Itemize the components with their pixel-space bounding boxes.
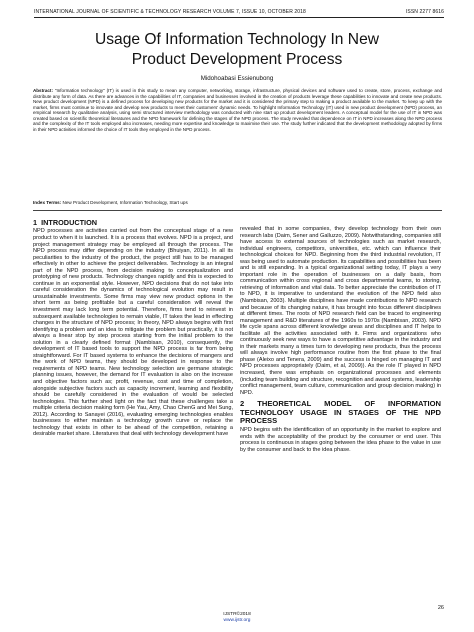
footer-url[interactable]: www.ijstr.org <box>223 618 251 623</box>
title-line-2: Product Development Process <box>131 51 343 68</box>
page-number: 26 <box>437 605 444 611</box>
right-column <box>240 226 441 456</box>
left-column <box>33 219 233 441</box>
index-terms <box>33 200 442 206</box>
page-footer <box>0 612 474 624</box>
title-line-1: Usage Of Information Technology In New <box>94 31 379 48</box>
abstract <box>33 88 442 132</box>
section-2-text: NPD begins with the identification of an opportunity in the market to explore and ends with the acceptability of the product by the consumer or end user. This process is continuous in stages going between the idea phase to the value in use by the consumer and back to the idea phase. <box>240 427 441 453</box>
header-rule <box>34 17 444 18</box>
journal-header <box>34 7 444 17</box>
journal-header-left: INTERNATIONAL JOURNAL OF SCIENTIFIC & TECHNOLOGY RESEARCH VOLUME 7, ISSUE 10, OCTOBER 2018 <box>34 9 306 15</box>
right-column-text: revealed that in some companies, they develop technology from their own research labs (Daim, Sener and Galluzzo, 2009). Notwithstanding, companies still have access to external sources of technologies such as market research, individual engineers, competitors, universities, etc. which can influence their technological choices for NPD. Beginning from the third industrial revolution, IT was being used to automate production. Its capabilities and possibilities has been and is still expanding. In a typical organizational setting today, IT plays a very important role in the operation of businesses on a daily basis, from communication within cross regional and cross departmental teams, to storing, retrieving of information and vital data. To better appreciate the contribution of IT to NPD, it is imperative to understand the evolution of the NPD field also (Nambisan, 2003). Multiple disciplines have made contributions to NPD research and because of its changing nature, it has brought into focus different disciplines at different times. The roots of NPD research field can be traced to engineering management and R&D literatures of the 1960s to 1970s (Nambisan, 2003). NPD life cycle spans across different knowledge areas and disciplines and IT helps to facilitate all the activities associated with it. Firms and organizations who continuously seek new ways to have a competitive advantage in the industry and in their markets many a times turn to developing new products, thus the process will always involve high performance routine from the first phase to the final phase (Aleixo and Tenera, 2009) and the success is hinged on managing IT and NPD processes appropriately (Daim, et al, 2009)). As the role IT played in NPD increased, there was emphasis on organizational processes and elements (including team building and structure, recognition and award systems, leadership conflict management, team culture, communication and group decision making) in NPD. <box>240 226 441 396</box>
abstract-label: Abstract: <box>33 88 53 93</box>
index-terms-text: New Product Development, Information Technology, Start ups <box>62 200 188 205</box>
section-1-number: 1 <box>33 218 38 227</box>
abstract-text: "Information technology" (IT) is used in this study to mean any computer, networking, storage, infrastructure, physical devices and software used to create, store, process, exchange and distribute any form of data. As there are advances in the capabilities of IT, companies and businesses involved in the creation of products leverage these capabilities to innovate and create new products. New product development (NPD) is a defined process for developing new products for the market and it is considered the primary step to making a product available to the market. To keep up with the market, firms must continue to innovate and develop new products to meet their customers' dynamic needs. To highlight Information Technology (IT) used in new product development (NPD) process, an empirical research by qualitative analysis, using semi structured interview methodology was conducted with nine start up product development leaders. A conceptual model for the use of IT in NPD was created based on scientific theoretical literatures and the NPD framework for defining the stages of the NPD process. The study revealed that dependence on IT in NPD increases along the NPD process and the complexity of the IT tools employed also increases, needing more expertise and knowledge to maximise their use. The study further indicated that the development methodology adopted by firms in their NPD activities informed the choice of IT tools they employed in the NPD process. <box>33 88 442 132</box>
journal-issn: ISSN 2277 8616 <box>405 9 444 15</box>
section-2-heading: 2 THEORETICAL MODEL OF INFORMATION TECHNOLOGY USAGE IN STAGES OF THE NPD PROCESS <box>240 399 441 426</box>
section-1-text: NPD processes are activities carried out from the conceptual stage of a new product to when it is launched. It is a process that evolves. NPD is a project, and project management strategy may be employed all through the process. The NPD process may differ depending on the industry (Bhuiyan, 2011). In all its peculiarities to the industry of the product, the project still has to be managed effectively in other to achieve the project deliverables. Technology is an integral part of the NPD process, from decision making to conceptualization and prototyping of new products. Technology changes rapidly and this is expected to continue in an exponential style. However, NPD decisions that do not take into careful consideration the dynamics of technological evolution may result in unsustainable investments. Some firms may view new product options in the short term as being profitable but a careful consideration will reveal the investment may lack long term potential. Therefore, firms tend to reinvest in subsequent available technologies to remain viable, IT takes the lead in effecting changes in the structure of NPD process; In theory, NPD always begins with first identifying a problem and an idea to mitigate the problem but practically, it is not always a linear stop by step process starting from the initial problem to the solution in a clearly defined format (Nambisan, 2010), consequently, the development of IT based tools to support the NPD process is far from being straightforward. For IT based systems to enhance the decisions of mangers and the work of NPD teams, they should be developed in response to the requirements of NPD teams. New technology selection are germane strategic planning issues, however, the demand for IT evaluation is also on the increase and objective factors such as; profit, revenue, cost and time of completion, alongside subjective factors such as capacity increment, learning and flexibility should be carefully considered in the evaluation of would be selected technologies. This further shed light on the fact that these challenges take a multiple criteria decision making form (He Yau, Amy, Chao ChenG and Mei Sung, 2012). According to Sanayei (2016), evaluating emerging technologies enables businesses to either maintain a technology growth curve or replace the technology that exists in other to be ahead of the competition, retaining a desirable market share. Literatures that deal with technology development have <box>33 228 233 438</box>
paper-title <box>20 30 454 70</box>
index-terms-label: Index Terms: <box>33 200 62 205</box>
section-1-title: INTRODUCTION <box>41 218 98 227</box>
footer-copyright: IJSTR©2018 <box>223 612 251 617</box>
author-name: Midohoabasi Essienubong <box>200 75 274 82</box>
keywords-rule <box>33 210 442 211</box>
section-1-heading <box>33 219 233 227</box>
